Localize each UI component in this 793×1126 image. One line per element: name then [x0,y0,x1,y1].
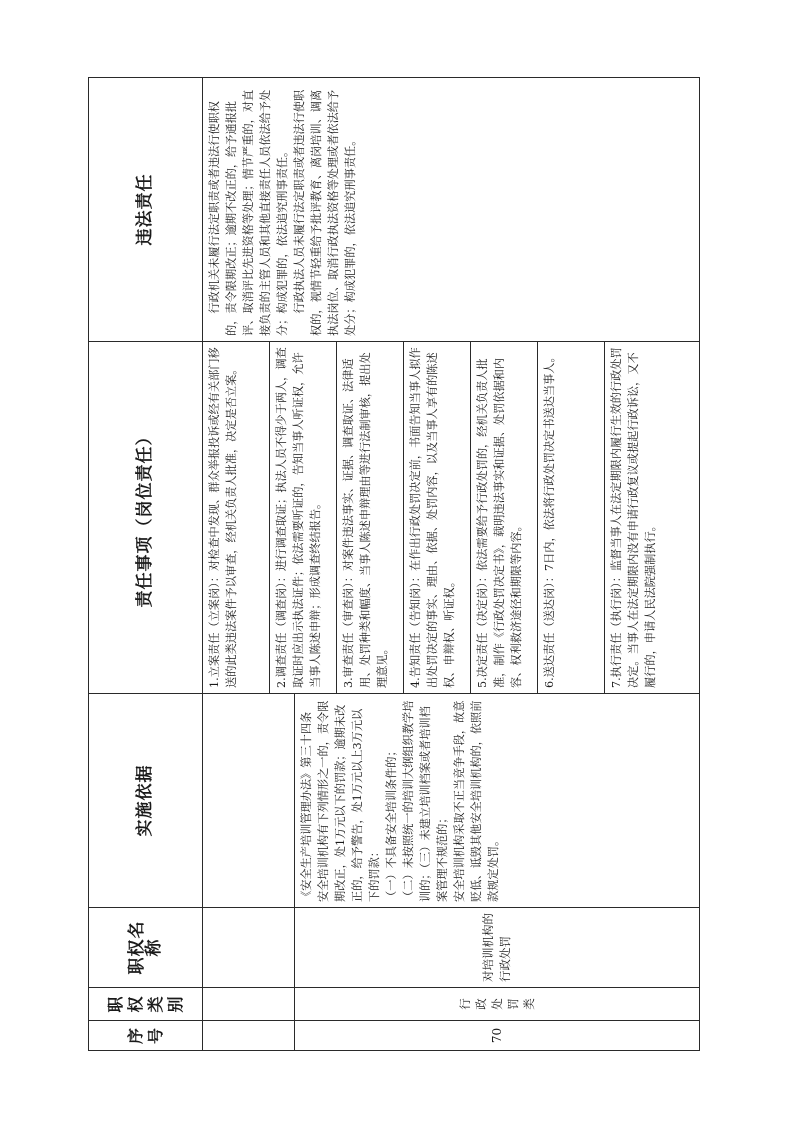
name-cell: 对培训机构的行政处罚 [295,908,700,988]
basis-cell [295,694,700,908]
seq-cell: 70 [295,1021,700,1051]
header-category: 职权类别 [89,988,203,1021]
header-responsibility: 责任事项（岗位责任） [89,342,203,694]
header-row [89,78,203,1051]
blank-cell [203,988,295,1021]
basis-line: 《安全生产培训管理办法》第三十四条 安全培训机构有下列情形之一的，责令限期改正，处1万元以下的罚款；逾期未改正的，给予警告，处1万元以上3万元以下的罚款： [300,700,381,902]
responsibility-item: 6.送达责任（送达岗）：7日内，依法将行政处罚决定书送达当事人。 [537,342,604,693]
blank-cell [203,908,295,988]
basis-line: 安全培训机构采取不正当竞争手段，故意贬低、诋毁其他安全培训机构的，依照前款规定处罚。 [453,700,500,902]
responsibility-item: 3.审查责任（审查岗）：对案件违法事实、证据、调查取证、法律适用、处罚种类和幅度、当事人陈述申辩理由等进行法制审核，提出处理意见。 [336,342,403,693]
responsibility-cell [203,342,700,694]
liability-paragraph: 行政机关未履行法定职责或者违法行使职权的，责令限期改正；逾期不改正的，给予通报批评、取消评比先进资格等处理；情节严重的，对直接负责的主管人员和其他直接责任人员依法给予处分；构成犯罪的，依法追究刑事责任。 [208,89,289,336]
liability-paragraph: 行政执法人员未履行法定职责或者违法行使职权的，视情节轻重给予批评教育、离岗培训、调离执法岗位、取消行政执法资格等处理或者依法给予处分；构成犯罪的，依法追究刑事责任。 [293,89,357,336]
basis-line: （二）未按照统一的培训大纲组织教学培训的；（三）未建立培训档案或者培训档案管理不规范的； [402,700,449,902]
header-liability: 违法责任 [89,78,203,342]
header-seq: 序号 [89,1021,203,1051]
basis-line: （一）不具备安全培训条件的； [385,745,398,902]
responsibility-item: 2.调查责任（调查岗）：进行调查取证；执法人员不得少于两人，调查取证时应出示执法证件；依法需要听证的，告知当事人听证权，允许当事人陈述申辩；形成调查终结报告。 [269,342,336,693]
responsibility-list [203,342,689,693]
blank-cell [203,1021,295,1051]
responsibility-item: 4.告知责任（告知岗）：在作出行政处罚决定前，书面告知当事人拟作出处罚决定的事实、理由、依据、处罚内容，以及当事人享有的陈述权、申辩权、听证权。 [403,342,470,693]
blank-row [203,78,295,1051]
responsibility-table [88,77,700,1051]
blank-cell [203,694,295,908]
liability-cell [203,78,700,342]
responsibility-item: 1.立案责任（立案岗）：对检查中发现、群众举报投诉或经有关部门移送的此类违法案件予以审查，经机关负责人批准，决定是否立案。 [208,347,238,688]
category-cell: 行政处罚类 [295,988,700,1021]
responsibility-item: 7.执行责任（执行岗）：监督当事人在法定期限内履行生效的行政处罚决定。当事人在法定期限内没有申请行政复议或提起行政诉讼，又不履行的，申请人民法院强制执行。 [604,342,689,693]
header-name: 职权名称 [89,908,203,988]
responsibility-item: 5.决定责任（决定岗）：依法需要给予行政处罚的，经机关负责人批准，制作《行政处罚决定书》，载明违法事实和证据、处罚依据和内容、权利救济途径和期限等内容。 [470,342,537,693]
header-basis: 实施依据 [89,694,203,908]
